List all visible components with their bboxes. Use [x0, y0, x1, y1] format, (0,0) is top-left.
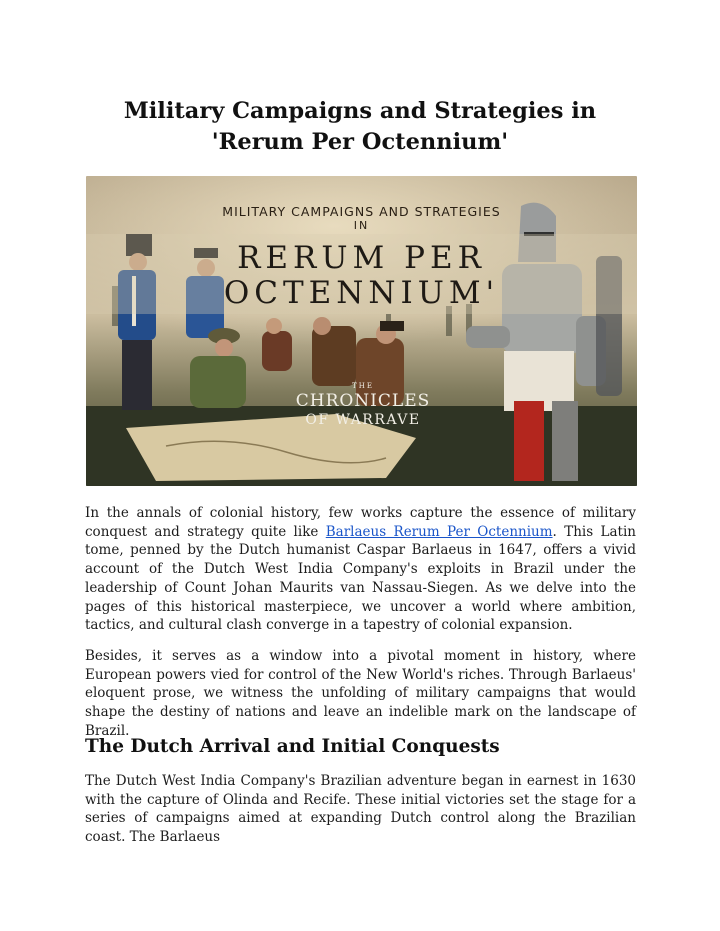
- brand-line2: OF WARRAVE: [305, 412, 421, 428]
- paragraph-context: Besides, it serves as a window into a pivotal moment in history, where European powers vied for control of the New World's riches. Through Barlaeus' eloquent prose, we witness the unfolding of military campaigns that would shape the destiny of nations and leave an indelible mark on the landscape of Brazil.: [85, 648, 636, 739]
- brand-the: THE: [352, 382, 374, 390]
- hero-big-title-line1: RERUM PER: [237, 240, 486, 276]
- brand-line1: CHRONICLES: [295, 391, 431, 411]
- paragraph-intro-after-link: . This Latin tome, penned by the Dutch humanist Caspar Barlaeus in 1647, offers a vivid account of the Dutch West India Company's exploits in Brazil under the leadership of Count Johan Maurits van Nassau-Siegen. As we delve into the pages of this historical masterpiece, we uncover a world where ambition, tactics, and cultural clash converge in a tapestry of colonial expansion.: [85, 523, 636, 634]
- hero-heading-line2: IN: [353, 219, 370, 232]
- page-title: Military Campaigns and Strategies in 'Rerum Per Octennium': [123, 98, 597, 155]
- hero-image: [86, 176, 637, 486]
- hero-big-title-line2: OCTENNIUM': [223, 275, 500, 311]
- section-heading: The Dutch Arrival and Initial Conquests: [85, 736, 500, 757]
- paragraph-dutch-arrival: The Dutch West India Company's Brazilian adventure began in earnest in 1630 with the capture of Olinda and Recife. These initial victories set the stage for a series of campaigns aimed at expanding Dutch control along the Brazilian coast. The Barlaeus: [85, 773, 636, 846]
- brand-logo: [284, 382, 442, 429]
- paragraph-intro: [85, 504, 636, 635]
- hero-heading-line1: MILITARY CAMPAIGNS AND STRATEGIES: [222, 204, 501, 219]
- barlaeus-link[interactable]: Barlaeus Rerum Per Octennium: [325, 523, 553, 540]
- paragraph-intro-before-link: In the annals of colonial history, few works capture the essence of military conquest and strategy quite like: [85, 505, 636, 540]
